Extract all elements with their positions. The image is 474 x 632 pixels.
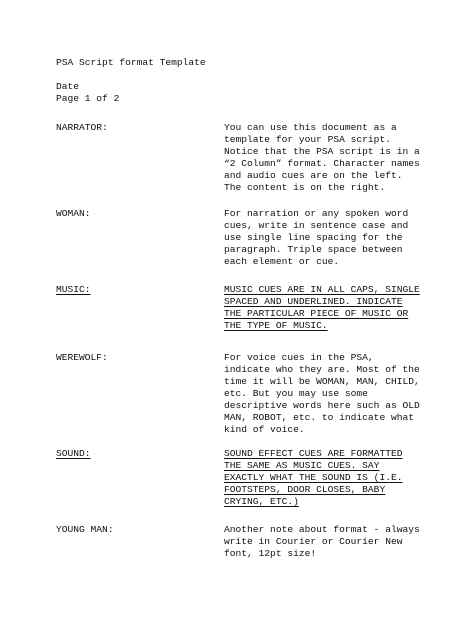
content-line: MAN, ROBOT, etc. to indicate what <box>224 412 414 423</box>
content-line: THE SAME AS MUSIC CUES. SAY <box>224 460 380 471</box>
cue-content <box>224 122 436 194</box>
cue-label: WEREWOLF: <box>56 352 108 363</box>
content-line: FOOTSTEPS, DOOR CLOSES, BABY <box>224 484 386 495</box>
content-line: Another note about format - always <box>224 524 420 535</box>
content-line: use single line spacing for the <box>224 232 403 243</box>
content-line: For narration or any spoken word <box>224 208 409 219</box>
document-title: PSA Script format Template <box>56 57 206 68</box>
content-line: cues, write in sentence case and <box>224 220 409 231</box>
content-line: THE TYPE OF MUSIC. <box>224 320 328 331</box>
content-line: EXACTLY WHAT THE SOUND IS (I.E. <box>224 472 403 483</box>
cue-label: MUSIC: <box>56 284 91 295</box>
cue-label: SOUND: <box>56 448 91 459</box>
content-line: and audio cues are on the left. <box>224 170 403 181</box>
cue-content <box>224 352 436 436</box>
content-line: font, 12pt size! <box>224 548 317 559</box>
content-line: each element or cue. <box>224 256 340 267</box>
cue-label: NARRATOR: <box>56 122 108 133</box>
content-line: The content is on the right. <box>224 182 386 193</box>
content-line: CRYING, ETC.) <box>224 496 299 507</box>
content-line: SPACED AND UNDERLINED. INDICATE <box>224 296 403 307</box>
page-number: Page 1 of 2 <box>56 93 120 104</box>
content-line: For voice cues in the PSA, <box>224 352 374 363</box>
cue-content <box>224 284 436 332</box>
content-line: etc. But you may use some <box>224 388 368 399</box>
content-line: descriptive words here such as OLD <box>224 400 420 411</box>
content-line: MUSIC CUES ARE IN ALL CAPS, SINGLE <box>224 284 420 295</box>
content-line: write in Courier or Courier New <box>224 536 403 547</box>
content-line: You can use this document as a <box>224 122 397 133</box>
content-line: Notice that the PSA script is in a <box>224 146 420 157</box>
cue-content <box>224 524 436 560</box>
content-line: template for your PSA script. <box>224 134 391 145</box>
content-line: kind of voice. <box>224 424 305 435</box>
cue-label: YOUNG MAN: <box>56 524 114 535</box>
date-label: Date <box>56 81 80 92</box>
content-line: time it will be WOMAN, MAN, CHILD, <box>224 376 420 387</box>
cue-label: WOMAN: <box>56 208 91 219</box>
content-line: SOUND EFFECT CUES ARE FORMATTED <box>224 448 403 459</box>
cue-content <box>224 448 436 508</box>
content-line: paragraph. Triple space between <box>224 244 403 255</box>
content-line: “2 Column” format. Character names <box>224 158 420 169</box>
content-line: THE PARTICULAR PIECE OF MUSIC OR <box>224 308 409 319</box>
cue-content <box>224 208 436 268</box>
content-line: indicate who they are. Most of the <box>224 364 420 375</box>
